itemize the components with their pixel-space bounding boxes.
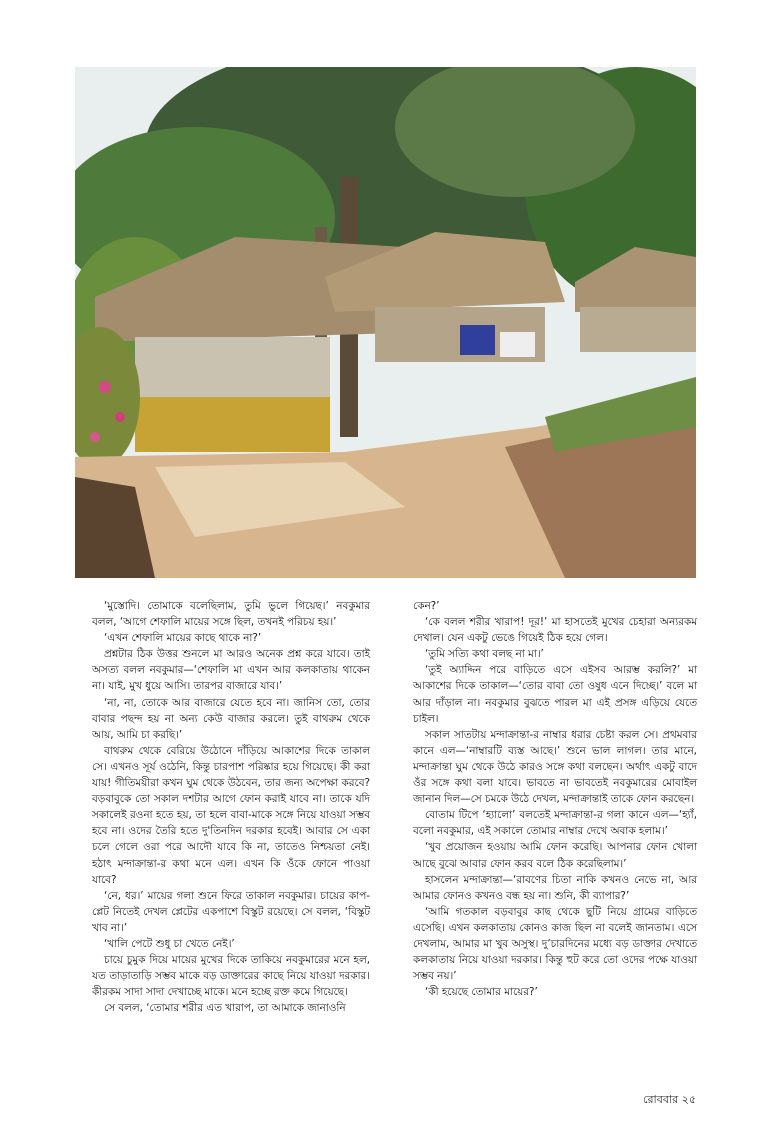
paragraph: ‘কী হয়েছে তোমার মায়ের?’ — [425, 986, 538, 999]
paragraph: চায়ে চুমুক দিয়ে মায়ের মুখের দিকে তাকিয়ে নবকুমারের মনে হল, যত তাড়াতাড়ি সম্ভব মাকে বড় ডাক্তারের কাছে নিয়ে যাওয়া দরকার। কীরকম সাদা সাদা দেখাচ্ছে মাকে। মনে হচ্ছে রক্ত কমে গিয়েছে। — [92, 954, 370, 999]
paragraph: প্রশ্নটার ঠিক উত্তর শুনলে মা আরও অনেক প্রশ্ন করে যাবে। তাই অসত্য বলল নবকুমার—‘শেফালি মা এখন আর কলকাতায় থাকেন না। যাই, মুখ ধুয়ে আসি। তারপর বাজারে যাব।’ — [92, 648, 370, 693]
paragraph: ‘তুমি সত্যি কথা বলছ না মা।’ — [425, 648, 544, 661]
paragraph: সকাল সাতটায় মন্দাক্রান্তা-র নাম্বার ধরার চেষ্টা করল সে। প্রথমবার কানে এল—‘নাম্বারটি ব্যস্ত আছে।’ শুনে ভাল লাগল। তার মানে, মন্দাক্রান্তা ঘুম থেকে উঠে কারও সঙ্গে কথা বলছেন। অর্থাৎ একটু বাদে ওঁর সঙ্গে কথা বলা যাবে। ভাবতে না ভাবতেই নবকুমারের মোবাইল জানান দিল—সে চমকে উঠে দেখল, মন্দাক্রান্তাই তাকে ফোন করছেন। — [413, 728, 697, 806]
paragraph: ‘আমি গতকাল বড়বাবুর কাছ থেকে ছুটি নিয়ে গ্রামের বাড়িতে এসেছি। এখন কলকাতায় কোনও কাজ ছিল না বলেই জানতাম। এসে দেখলাম, আমার মা খুব অসুস্থ। দু’চারদিনের মধ্যে বড় ডাক্তার দেখাতে কলকাতায় নিয়ে যাওয়া দরকার। কিন্তু হুট করে তো ওদের পক্ষে যাওয়া সম্ভব নয়।’ — [413, 905, 697, 983]
paragraph: ‘খালি পেটে শুধু চা খেতে নেই।’ — [104, 937, 235, 950]
paragraph: বাথরুম থেকে বেরিয়ে উঠোনে দাঁড়িয়ে আকাশের দিকে তাকাল সে। এখনও সূর্য ওঠেনি, কিন্তু চারপাশ পরিষ্কার হয়ে গিয়েছে। কী করা যায়! গীতিময়ীরা কখন ঘুম থেকে উঠবেন, তার জন্য অপেক্ষা করবে? বড়বাবুকে তো সকাল দশটার আগে ফোন করাই যাবে না। তাকে যদি সকালেই রওনা হতে হয়, তা হলে বাবা-মাকে সঙ্গে নিয়ে যাওয়া সম্ভব হবে না। ওদের তৈরি হতে দু'তিনদিন দরকার হবেই। আবার সে একা চলে গেলে ওরা পরে আদৌ যাবে কি না, তাতেও নিশ্চয়তা নেই। হঠাৎ মন্দাক্রান্তা-র কথা মনে এল। এখন কি ওঁকে ফোনে পাওয়া যাবে? — [92, 744, 370, 886]
paragraph: ‘নে, ধর।’ মায়ের গলা শুনে ফিরে তাকাল নবকুমার। চায়ের কাপ-প্লেট নিতেই দেখল প্লেটের একপাশে বিস্কুট রয়েছে। সে বলল, ‘বিস্কুট খাব না।’ — [92, 889, 370, 934]
paragraph: সে বলল, ‘তোমার শরীর এত খারাপ, তা আমাকে জানাওনি — [104, 1002, 346, 1015]
paragraph: ‘তুই অ্যাদ্দিন পরে বাড়িতে এসে এইসব আরম্ভ করলি?’ মা আকাশের দিকে তাকাল—‘তোর বাবা তো ওষুধ এনে দিচ্ছে।’ বলে মা আর দাঁড়াল না। নবকুমার বুঝতে পারল মা এই প্রসঙ্গ এড়িয়ে যেতে চাইল। — [413, 664, 697, 725]
paragraph: কেন?’ — [413, 600, 440, 612]
page-number: ২৫ — [681, 1093, 696, 1106]
right-text-column — [413, 598, 697, 1000]
village-photo — [75, 67, 696, 578]
paragraph: বোতাম টিপে ‘হ্যালো’ বলতেই মন্দাক্রান্তা-র গলা কানে এল—‘হ্যাঁ, বলো নবকুমার, এই সকালে তোমার নাম্বার দেখে অবাক হলাম।’ — [413, 809, 697, 838]
page-footer — [643, 1091, 696, 1110]
paragraph: ‘খুব প্রয়োজন হওয়ায় আমি ফোন করেছি। আপনার ফোন খোলা আছে বুঝে আবার ফোন করব বলে ঠিক করেছিলাম।’ — [413, 841, 697, 870]
paragraph: ‘না, না, তোকে আর বাজারে যেতে হবে না। জানিস তো, তোর বাবার পছন্দ হয় না অন্য কেউ বাজার করলে। তুই বাথরুম থেকে আয়, আমি চা করছি।’ — [92, 696, 370, 741]
magazine-name: রোববার — [643, 1093, 679, 1106]
paragraph: হাসলেন মন্দাক্রান্তা—‘রাবণের চিতা নাকি কখনও নেভে না, আর আমার ফোনও কখনও বন্ধ হয় না। শুনি, কী ব্যাপার?’ — [413, 873, 697, 902]
paragraph: ‘মুস্তোদি। তোমাকে বলেছিলাম, তুমি ভুলে গিয়েছ।’ নবকুমার বলল, ‘আগে শেফালি মায়ের সঙ্গে ছিল, তখনই পরিচয় হয়।’ — [92, 600, 370, 629]
paragraph: ‘কে বলল শরীর খারাপ! দূর!’ মা হাসতেই মুখের চেহারা অন্যরকম দেখাল। যেন একটু ভেঙে গিয়েই ঠিক হয়ে গেল। — [413, 616, 697, 645]
paragraph: ‘এখন শেফালি মায়ের কাছে থাকে না?’ — [104, 632, 262, 645]
left-text-column — [92, 598, 370, 1016]
